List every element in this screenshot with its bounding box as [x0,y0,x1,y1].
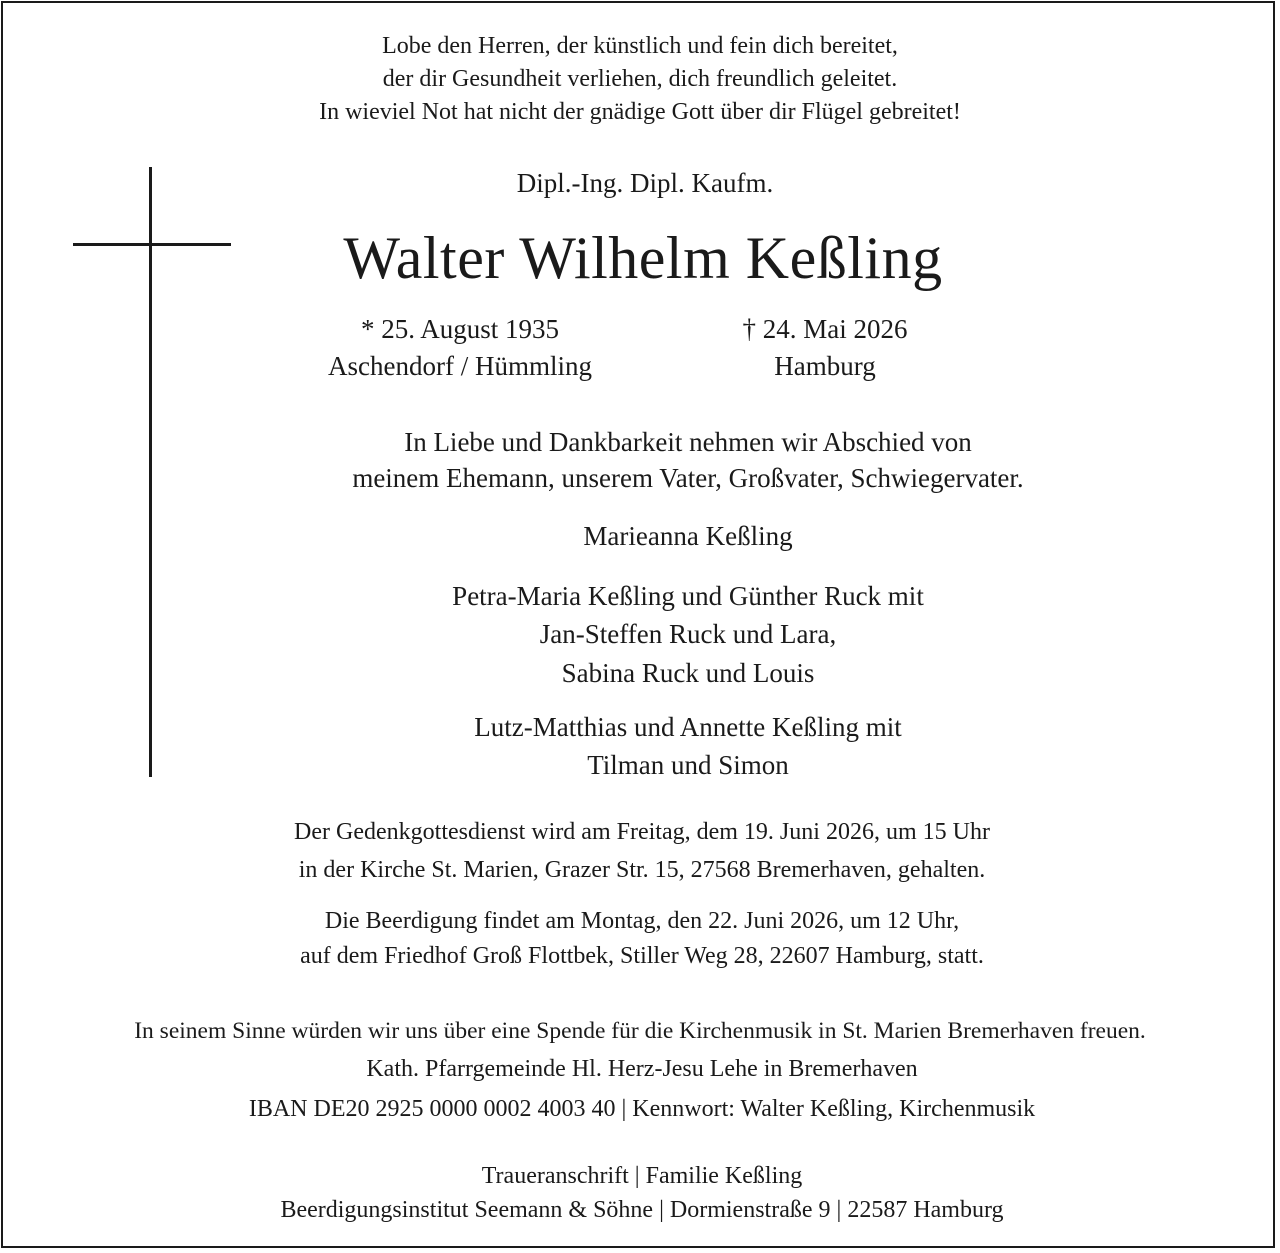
deceased-title: Dipl.-Ing. Dipl. Kaufm. [516,168,774,198]
death-info [615,311,1035,385]
birth-date: * 25. August 1935 [360,314,560,344]
verse-line-2: der dir Gesundheit verliehen, dich freundlich geleitet. [382,66,898,92]
farewell-line-2: meinem Ehemann, unserem Vater, Großvater, Schwiegervater. [352,463,1024,493]
verse-line-1: Lobe den Herren, der künstlich und fein dich bereitet, [382,33,898,59]
address-line-1: Traueranschrift | Familie Keßling [481,1163,803,1189]
mourner-spouse: Marieanna Keßling [583,521,793,551]
donation-line-2: Kath. Pfarrgemeinde Hl. Herz-Jesu Lehe in Bremerhaven [366,1056,918,1082]
burial-line-2: auf dem Friedhof Groß Flottbek, Stiller Weg 28, 22607 Hamburg, statt. [300,943,984,969]
mourner-family1-line-3: Sabina Ruck und Louis [561,658,815,688]
mourner-family2-line-2: Tilman und Simon [587,750,789,780]
donation-line-1: In seinem Sinne würden wir uns über eine Spende für die Kirchenmusik in St. Marien Bremerhaven freuen. [134,1018,1146,1044]
address-line-2: Beerdigungsinstitut Seemann & Söhne | Dormienstraße 9 | 22587 Hamburg [280,1197,1004,1223]
obituary-notice [1,1,1275,1248]
birth-place: Aschendorf / Hümmling [328,351,592,381]
farewell-line-1: In Liebe und Dankbarkeit nehmen wir Abschied von [404,427,972,457]
deceased-name: Walter Wilhelm Keßling [343,225,943,291]
death-date: † 24. Mai 2026 [742,314,908,344]
birth-info [250,311,670,385]
death-place: Hamburg [774,351,876,381]
memorial-service-line-1: Der Gedenkgottesdienst wird am Freitag, dem 19. Juni 2026, um 15 Uhr [294,819,990,845]
mourner-family1-line-2: Jan-Steffen Ruck und Lara, [539,619,837,649]
burial-line-1: Die Beerdigung findet am Montag, den 22. Juni 2026, um 12 Uhr, [324,908,960,934]
donation-iban: IBAN DE20 2925 0000 0002 4003 40 | Kennwort: Walter Keßling, Kirchenmusik [248,1096,1036,1122]
mourner-family1-line-1: Petra-Maria Keßling und Günther Ruck mit [452,581,924,611]
verse-line-3: In wieviel Not hat nicht der gnädige Gott über dir Flügel gebreitet! [319,99,961,125]
mourner-family2-line-1: Lutz-Matthias und Annette Keßling mit [474,712,902,742]
memorial-service-line-2: in der Kirche St. Marien, Grazer Str. 15, 27568 Bremerhaven, gehalten. [298,857,986,883]
